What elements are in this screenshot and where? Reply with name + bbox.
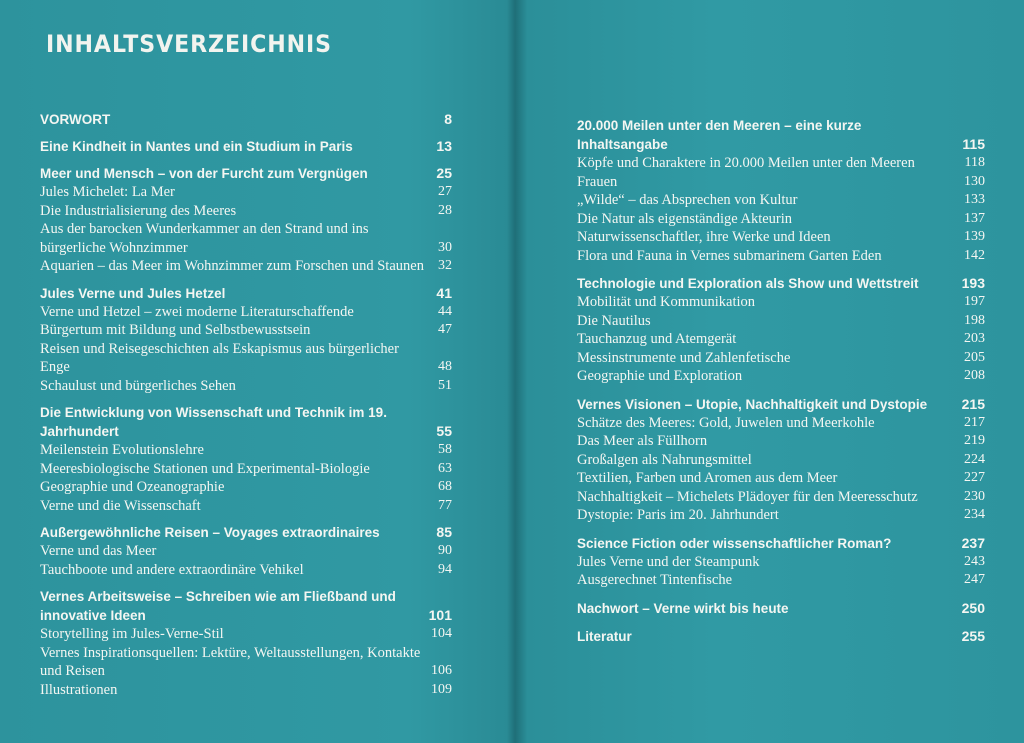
toc-page-number: 44 [438,303,452,319]
toc-entry [40,303,452,322]
toc-entry-text: Die Nautilus [577,312,651,329]
toc-entry-text: Naturwissenschaftler, ihre Werke und Ideen [577,229,831,245]
toc-entry-text: Messinstrumente und Zahlenfetische [577,349,791,366]
toc-entry [40,340,452,377]
toc-page-number: 51 [438,377,452,393]
toc-entry-text: Dystopie: Paris im 20. Jahrhundert [577,507,779,523]
toc-heading-text: Meer und Mensch – von der Furcht zum Vergnügen [40,166,368,181]
toc-section [577,116,985,265]
toc-entry [577,451,985,470]
toc-page-number: 237 [961,534,985,551]
toc-entry [40,542,452,561]
toc-page-number: 25 [436,165,452,181]
toc-entry [577,571,985,590]
toc-entry [577,330,985,349]
toc-page-number: 68 [438,479,452,494]
toc-heading [40,164,452,183]
toc-entry [577,488,985,507]
toc-entry-text: Bürgertum mit Bildung und Selbstbewusstsein [40,322,311,338]
toc-page-number: 104 [431,626,452,641]
toc-heading-text: Science Fiction oder wissenschaftlicher Roman? [577,535,892,551]
toc-heading [577,395,985,414]
toc-heading [40,284,452,303]
toc-heading-text: 20.000 Meilen unter den Meeren – eine kurze Inhaltsangabe [577,118,862,152]
toc-heading [577,599,985,618]
toc-heading-text: Eine Kindheit in Nantes und ein Studium in Paris [40,139,353,154]
toc-entry [40,644,452,681]
toc-page-number: 142 [964,247,985,263]
toc-entry-text: Verne und Hetzel – zwei moderne Literaturschaffende [40,303,354,320]
toc-entry [40,377,452,396]
toc-page-number: 27 [438,184,452,199]
toc-entry [577,414,985,433]
toc-page-number: 94 [438,561,452,577]
toc-section [577,395,985,525]
toc-entry-text: Großalgen als Nahrungsmittel [577,451,752,468]
toc-heading [577,534,985,553]
toc-page-number: 63 [438,460,452,476]
toc-entry-text: Reisen und Reisegeschichten als Eskapismus aus bürgerlicher Enge [40,340,399,375]
toc-entry-text: „Wilde“ – das Absprechen von Kultur [577,192,798,208]
toc-entry-text: Jules Verne und der Steampunk [577,553,760,570]
toc-heading [40,110,452,129]
toc-entry-text: Vernes Inspirationsquellen: Lektüre, Weltausstellungen, Kontakte und Reisen [40,644,421,679]
toc-entry-text: Geographie und Ozeanographie [40,479,225,495]
toc-entry-text: Das Meer als Füllhorn [577,433,708,449]
toc-section [577,627,985,646]
toc-entry [577,553,985,572]
toc-entry-text: Illustrationen [40,681,118,698]
toc-page-number: 115 [962,136,985,152]
toc-page-number: 90 [438,543,452,558]
toc-page-number: 215 [961,395,985,412]
toc-entry-text: Jules Michelet: La Mer [40,184,175,200]
toc-entry [40,183,452,202]
toc-page-number: 47 [438,322,452,337]
toc-page-number: 230 [964,488,985,504]
toc-page-number: 197 [964,294,985,309]
toc-heading [40,137,452,156]
toc-entry-text: Storytelling im Jules-Verne-Stil [40,626,224,642]
toc-entry-text: Aus der barocken Wunderkammer an den Strand und ins bürgerliche Wohnzimmer [40,221,369,256]
toc-entry [577,247,985,266]
toc-heading-text: Vernes Visionen – Utopie, Nachhaltigkeit und Dystopie [577,396,928,412]
toc-entry [40,257,452,276]
toc-page-number: 243 [964,553,985,569]
toc-entry-text: Verne und die Wissenschaft [40,497,201,514]
toc-entry-text: Mobilität und Kommunikation [577,294,756,310]
toc-page-number: 28 [438,202,452,218]
toc-page-number: 250 [961,599,985,616]
toc-page-number: 30 [438,239,452,255]
toc-page-number: 227 [964,470,985,485]
toc-entry [40,460,452,479]
toc-page-number: 118 [964,155,985,170]
toc-section [40,137,452,156]
toc-page-number: 198 [964,312,985,328]
page-title: INHALTSVERZEICHNIS [46,30,332,58]
toc-page-number: 133 [964,192,985,207]
toc-page-number: 85 [436,524,452,540]
toc-right-column [577,116,985,655]
toc-section [40,164,452,276]
toc-heading [577,274,985,293]
toc-entry [577,432,985,451]
toc-entry [40,561,452,580]
toc-entry-text: Frauen [577,173,618,190]
toc-page-number: 32 [438,258,452,273]
toc-heading-text: Jules Verne und Jules Hetzel [40,285,226,301]
toc-heading-text: Außergewöhnliche Reisen – Voyages extraordinaires [40,525,380,540]
toc-entry [40,681,452,700]
toc-entry-text: Flora und Fauna in Vernes submarinem Garten Eden [577,247,882,264]
toc-page-number: 208 [964,368,985,383]
toc-entry [577,506,985,525]
toc-entry-text: Schätze des Meeres: Gold, Juwelen und Meerkohle [577,414,875,431]
toc-entry-text: Verne und das Meer [40,543,157,559]
toc-page-number: 41 [436,284,452,301]
toc-entry-text: Meilenstein Evolutionslehre [40,442,204,458]
toc-page-number: 101 [428,607,452,623]
toc-left-column [40,110,452,707]
toc-entry [577,367,985,386]
toc-entry [577,173,985,192]
toc-page-number: 217 [964,414,985,430]
toc-entry [577,349,985,368]
toc-heading-text: Nachwort – Verne wirkt bis heute [577,600,789,616]
toc-section [577,534,985,590]
toc-page-number: 139 [964,229,985,244]
toc-entry [577,293,985,312]
toc-entry-text: Tauchanzug und Atemgerät [577,331,737,347]
toc-page-number: 255 [961,627,985,644]
toc-page-number: 130 [964,173,985,189]
toc-section [40,587,452,699]
toc-section [40,284,452,396]
toc-section [40,403,452,515]
toc-entry [577,228,985,247]
toc-page-number: 219 [964,433,985,448]
toc-heading-text: VORWORT [40,112,111,127]
toc-page-number: 234 [964,507,985,522]
toc-entry-text: Köpfe und Charaktere in 20.000 Meilen unter den Meeren [577,155,915,171]
toc-page-number: 205 [964,349,985,365]
toc-entry [577,191,985,210]
toc-section [40,523,452,579]
toc-entry [577,154,985,173]
toc-page-number: 247 [964,572,985,587]
toc-entry [40,321,452,340]
toc-heading [577,116,985,154]
toc-heading-text: Vernes Arbeitsweise – Schreiben wie am Fließband und innovative Ideen [40,589,396,623]
toc-entry-text: Meeresbiologische Stationen und Experimental-Biologie [40,460,370,477]
toc-entry [40,497,452,516]
toc-page-number: 224 [964,451,985,467]
toc-section [577,274,985,386]
toc-entry [40,202,452,221]
toc-entry [40,220,452,257]
toc-heading [577,627,985,646]
toc-page-number: 193 [961,275,985,291]
toc-page-number: 77 [438,497,452,513]
toc-page-number: 109 [431,681,452,697]
toc-entry-text: Nachhaltigkeit – Michelets Plädoyer für den Meeresschutz [577,488,918,505]
toc-entry-text: Die Natur als eigenständige Akteurin [577,210,793,227]
toc-page-number: 203 [964,331,985,346]
toc-entry [577,469,985,488]
toc-entry [577,210,985,229]
toc-entry-text: Ausgerechnet Tintenfische [577,572,733,588]
toc-entry [577,312,985,331]
toc-entry-text: Schaulust und bürgerliches Sehen [40,377,236,394]
toc-entry-text: Tauchboote und andere extraordinäre Vehikel [40,561,304,578]
toc-section [577,599,985,618]
toc-entry-text: Die Industrialisierung des Meeres [40,202,237,219]
toc-heading-text: Die Entwicklung von Wissenschaft und Technik im 19. Jahrhundert [40,405,387,439]
toc-page-number: 48 [438,359,452,374]
toc-page-number: 137 [964,210,985,226]
toc-page-number: 58 [438,442,452,457]
toc-entry [40,478,452,497]
toc-section [40,110,452,129]
toc-heading [40,523,452,542]
toc-page-number: 106 [431,663,452,678]
toc-heading-text: Literatur [577,628,632,644]
toc-entry-text: Textilien, Farben und Aromen aus dem Meer [577,470,838,486]
toc-entry [40,441,452,460]
toc-entry [40,625,452,644]
toc-page-number: 55 [436,423,452,439]
toc-page-number: 13 [436,138,452,154]
toc-entry-text: Aquarien – das Meer im Wohnzimmer zum Forschen und Staunen [40,258,424,274]
toc-heading [40,587,452,625]
toc-entry-text: Geographie und Exploration [577,368,743,384]
toc-heading-text: Technologie und Exploration als Show und Wettstreit [577,276,919,291]
toc-heading [40,403,452,441]
toc-page-number: 8 [444,111,452,127]
